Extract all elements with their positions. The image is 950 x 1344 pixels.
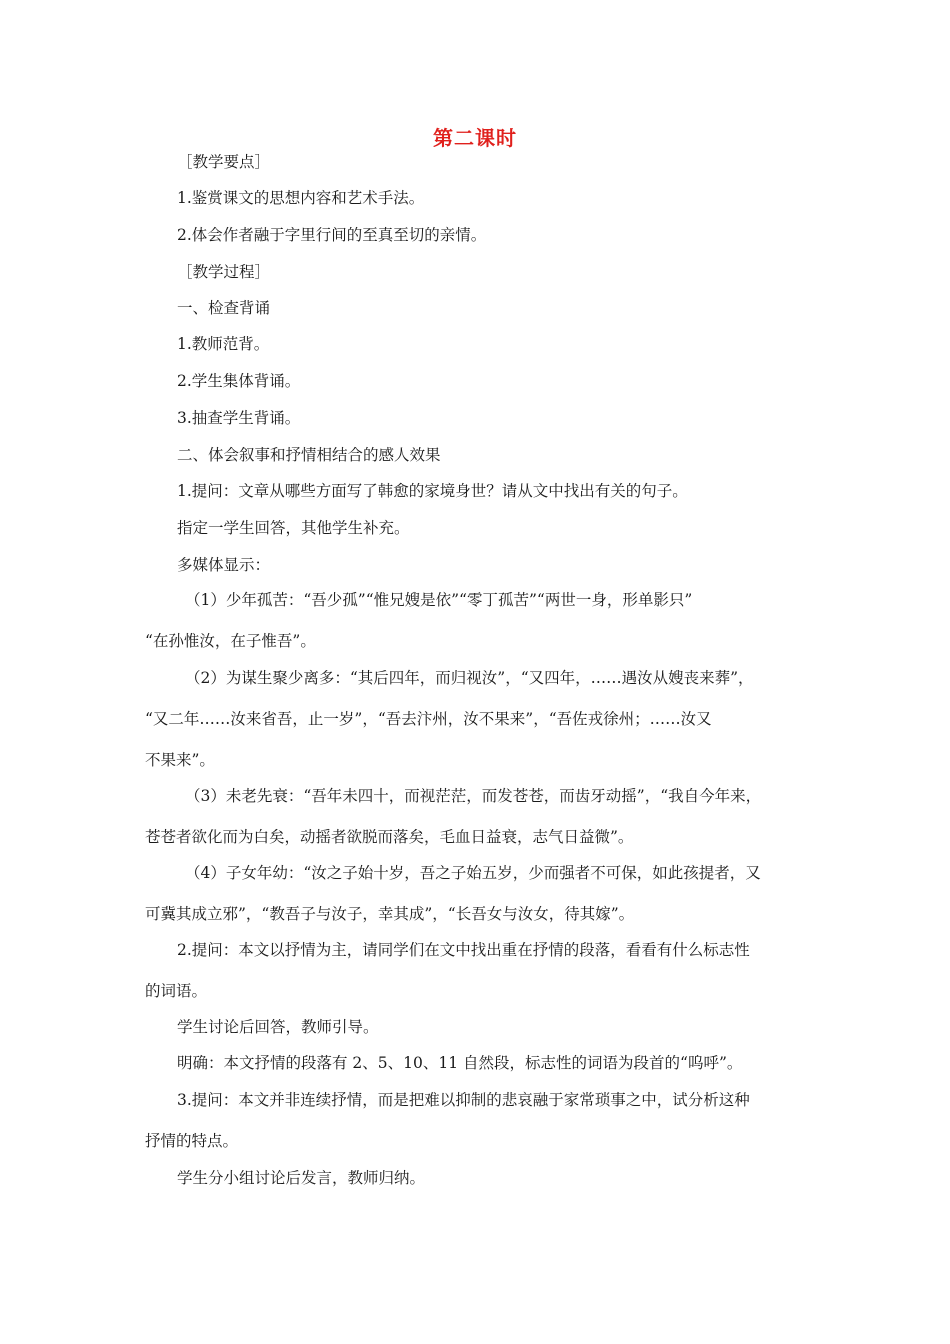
paragraph: 1.鉴赏课文的思想内容和艺术手法。 <box>177 189 425 207</box>
paragraph: “又二年……汝来省吾，止一岁”，“吾去汴州，汝不果来”，“吾佐戎徐州；……汝又 <box>145 710 712 728</box>
paragraph: 2.提问：本文以抒情为主，请同学们在文中找出重在抒情的段落，看看有什么标志性 <box>177 941 750 959</box>
paragraph: 1.提问：文章从哪些方面写了韩愈的家境身世？请从文中找出有关的句子。 <box>177 482 688 500</box>
paragraph: 3.抽查学生背诵。 <box>177 409 301 427</box>
paragraph: 明确：本文抒情的段落有 2、5、10、11 自然段，标志性的词语为段首的“呜呼”。 <box>177 1054 743 1072</box>
paragraph: （3）未老先衰：“吾年未四十，而视茫茫，而发苍苍，而齿牙动摇”，“我自今年来， <box>185 787 762 805</box>
section-heading-key-points: ［教学要点］ <box>177 153 271 171</box>
paragraph: “在孙惟汝，在子惟吾”。 <box>145 632 316 650</box>
paragraph: 抒情的特点。 <box>145 1132 239 1150</box>
paragraph: （1）少年孤苦：“吾少孤”“惟兄嫂是依”“零丁孤苦”“两世一身，形单影只” <box>185 591 693 609</box>
paragraph: 不果来”。 <box>145 751 215 769</box>
section-heading-process: ［教学过程］ <box>177 263 271 281</box>
paragraph: （4）子女年幼：“汝之子始十岁，吾之子始五岁，少而强者不可保，如此孩提者，又 <box>185 864 761 882</box>
paragraph: 1.教师范背。 <box>177 335 270 353</box>
paragraph: 可冀其成立邪”，“教吾子与汝子，幸其成”，“长吾女与汝女，待其嫁”。 <box>145 905 635 923</box>
paragraph: 二、体会叙事和抒情相结合的感人效果 <box>177 446 441 464</box>
paragraph: 3.提问：本文并非连续抒情，而是把难以抑制的悲哀融于家常琐事之中，试分析这种 <box>177 1091 750 1109</box>
paragraph: 多媒体显示： <box>177 556 271 574</box>
paragraph: 苍苍者欲化而为白矣，动摇者欲脱而落矣，毛血日益衰，志气日益微”。 <box>145 828 634 846</box>
paragraph: 一、检查背诵 <box>177 299 271 317</box>
paragraph: 的词语。 <box>145 982 208 1000</box>
paragraph: 2.体会作者融于字里行间的至真至切的亲情。 <box>177 226 487 244</box>
paragraph: （2）为谋生聚少离多：“其后四年，而归视汝”，“又四年，……遇汝从嫂丧来葬”， <box>185 669 754 687</box>
page-title: 第二课时 <box>433 126 517 150</box>
paragraph: 学生讨论后回答，教师引导。 <box>177 1018 379 1036</box>
paragraph: 学生分小组讨论后发言，教师归纳。 <box>177 1169 426 1187</box>
paragraph: 指定一学生回答，其他学生补充。 <box>177 519 410 537</box>
paragraph: 2.学生集体背诵。 <box>177 372 301 390</box>
